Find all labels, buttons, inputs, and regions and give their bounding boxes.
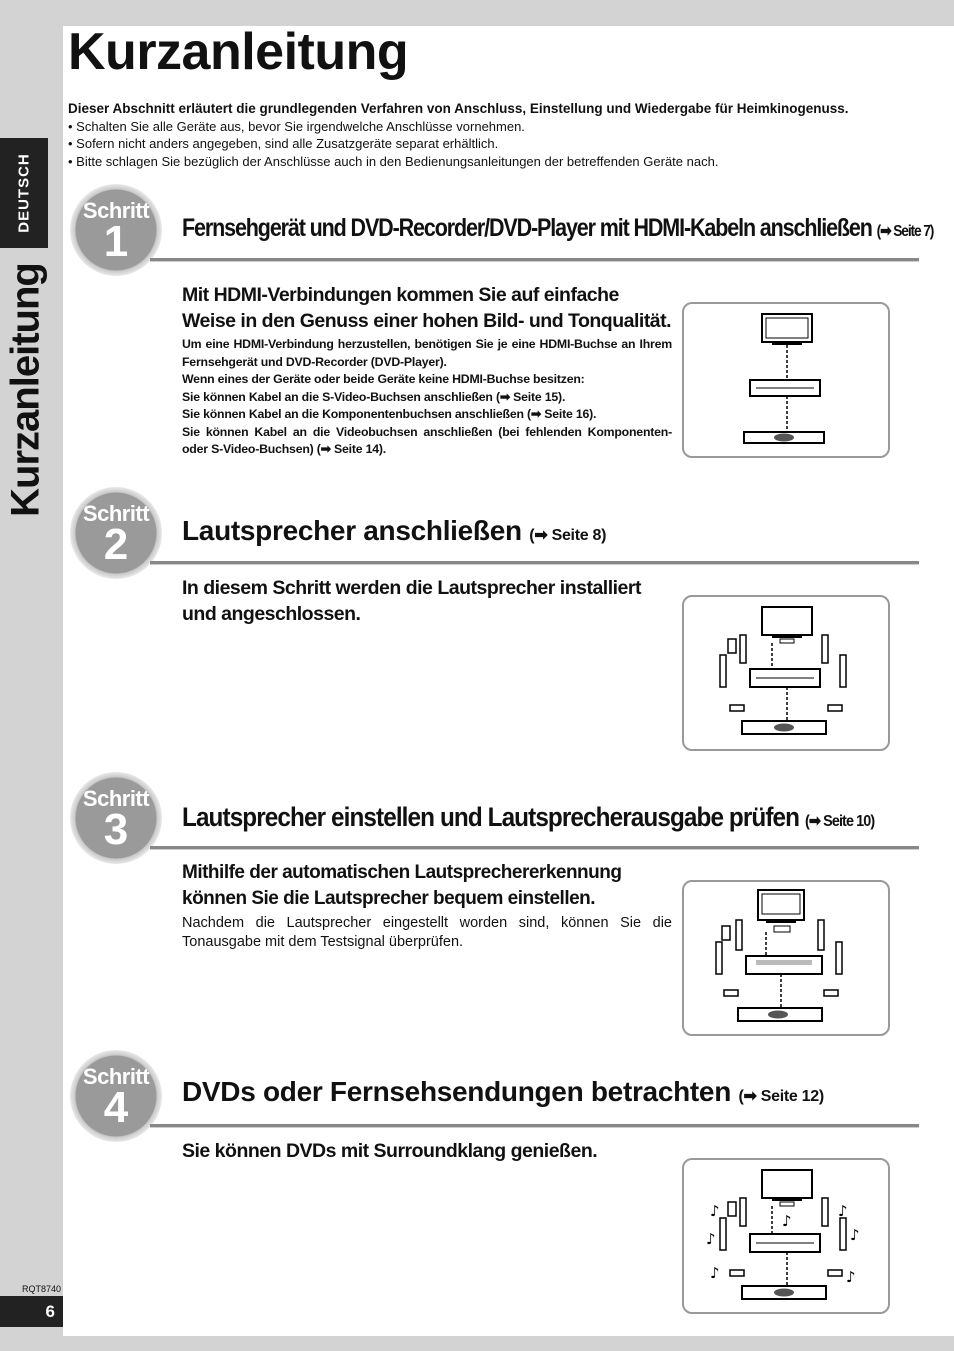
step-badge: [70, 1050, 162, 1142]
step-1: [0, 184, 954, 474]
step-heading: [182, 1076, 824, 1108]
intro-bullet: • Bitte schlagen Sie bezüglich der Anschlüsse auch in den Bedienungsanleitungen der betreffenden Geräte nach.: [68, 153, 719, 169]
tv-icon: [762, 314, 812, 345]
surround-playback-diagram: [682, 1158, 890, 1314]
step-3: [0, 772, 954, 1062]
step-body: [182, 1138, 672, 1164]
step-badge: [70, 184, 162, 276]
step-badge: [70, 772, 162, 864]
language-tab-label: DEUTSCH: [15, 153, 33, 233]
step-detail: Sie können Kabel an die Videobuchsen anschließen (bei fehlenden Komponenten- oder S-Video-Buchsen) (➡ Seite 14).: [182, 424, 672, 456]
step-badge-number: 3: [103, 805, 129, 854]
step-badge-word: Schritt: [82, 198, 150, 223]
svg-text:♪: ♪: [850, 1226, 860, 1244]
step-4: [0, 1050, 954, 1340]
step-body: [182, 860, 672, 952]
step-badge: [70, 487, 162, 579]
svg-text:♪: ♪: [710, 1264, 720, 1282]
intro-lead: Dieser Abschnitt erläutert die grundlegenden Verfahren von Anschluss, Einstellung und Wiedergabe für Heimkinogenuss.: [68, 101, 849, 116]
step-divider: [150, 846, 919, 850]
document-code: RQT8740: [22, 1284, 62, 1294]
step-badge-number: 1: [103, 217, 129, 266]
step-body: [182, 282, 672, 459]
step-heading-text: Lautsprecher einstellen und Lautsprecherausgabe prüfen: [182, 802, 800, 832]
step-divider: [150, 561, 919, 565]
receiver-icon: [750, 380, 820, 396]
speaker-setup-diagram: [682, 880, 890, 1036]
step-heading-text: DVDs oder Fernsehsendungen betrachten: [182, 1076, 732, 1107]
step-divider: [150, 258, 919, 262]
vertical-section-title: Kurzanleitung: [3, 263, 48, 517]
svg-text:♪: ♪: [838, 1202, 848, 1220]
step-badge-number: 2: [103, 520, 129, 569]
svg-text:♪: ♪: [706, 1230, 716, 1248]
svg-text:♪: ♪: [710, 1202, 720, 1220]
intro-bullet: • Sofern nicht anders angegeben, sind alle Zusatzgeräte separat erhältlich.: [68, 136, 499, 151]
step-lead: Sie können DVDs mit Surroundklang genießen.: [182, 1140, 598, 1162]
step-heading: [182, 214, 933, 243]
page-reference: (➡ Seite 8): [529, 527, 607, 544]
page-reference: (➡ Seite 7): [876, 223, 934, 240]
page-title: Kurzanleitung: [68, 23, 409, 81]
intro-block: [68, 100, 918, 170]
step-heading: [182, 515, 606, 547]
step-lead: In diesem Schritt werden die Lautsprecher installiert und angeschlossen.: [182, 577, 641, 625]
step-badge-number: 4: [103, 1083, 129, 1132]
page-reference: (➡ Seite 10): [804, 813, 875, 830]
step-heading: [182, 802, 874, 833]
step-detail: Sie können Kabel an die Komponentenbuchsen anschließen (➡ Seite 16).: [182, 407, 597, 421]
step-badge-word: Schritt: [82, 501, 150, 526]
intro-bullet: • Schalten Sie alle Geräte aus, bevor Sie irgendwelche Anschlüsse vornehmen.: [68, 118, 525, 134]
page-number: 6: [0, 1296, 63, 1327]
step-divider: [150, 1124, 919, 1128]
dvd-player-icon: [744, 432, 824, 443]
page-reference: (➡ Seite 12): [738, 1088, 824, 1105]
step-heading-text: Fernsehgerät und DVD-Recorder/DVD-Player mit HDMI-Kabeln anschließen: [182, 214, 872, 242]
step-badge-word: Schritt: [82, 786, 150, 811]
step-detail: Um eine HDMI-Verbindung herzustellen, benötigen Sie je eine HDMI-Buchse an Ihrem Fernsehgerät und DVD-Recorder (DVD-Player).: [182, 337, 672, 369]
svg-text:♪: ♪: [782, 1212, 792, 1230]
svg-text:♪: ♪: [846, 1268, 856, 1286]
step-heading-text: Lautsprecher anschließen: [182, 515, 522, 546]
step-lead: Mit HDMI-Verbindungen kommen Sie auf einfache Weise in den Genuss einer hohen Bild- und Tonqualität.: [182, 284, 672, 332]
step-text: Nachdem die Lautsprecher eingestellt worden sind, können Sie die Tonausgabe mit dem Testsignal überprüfen.: [182, 915, 672, 950]
step-detail: Sie können Kabel an die S-Video-Buchsen anschließen (➡ Seite 15).: [182, 389, 566, 404]
step-badge-word: Schritt: [82, 1064, 150, 1089]
speaker-connection-diagram: [682, 595, 890, 751]
step-lead: Mithilfe der automatischen Lautsprechererkennung können Sie die Lautsprecher bequem einstellen.: [182, 862, 622, 909]
hdmi-connection-diagram: [682, 302, 890, 458]
step-detail: Wenn eines der Geräte oder beide Geräte keine HDMI-Buchse besitzen:: [182, 372, 585, 386]
step-body: [182, 575, 672, 627]
step-2: [0, 487, 954, 777]
